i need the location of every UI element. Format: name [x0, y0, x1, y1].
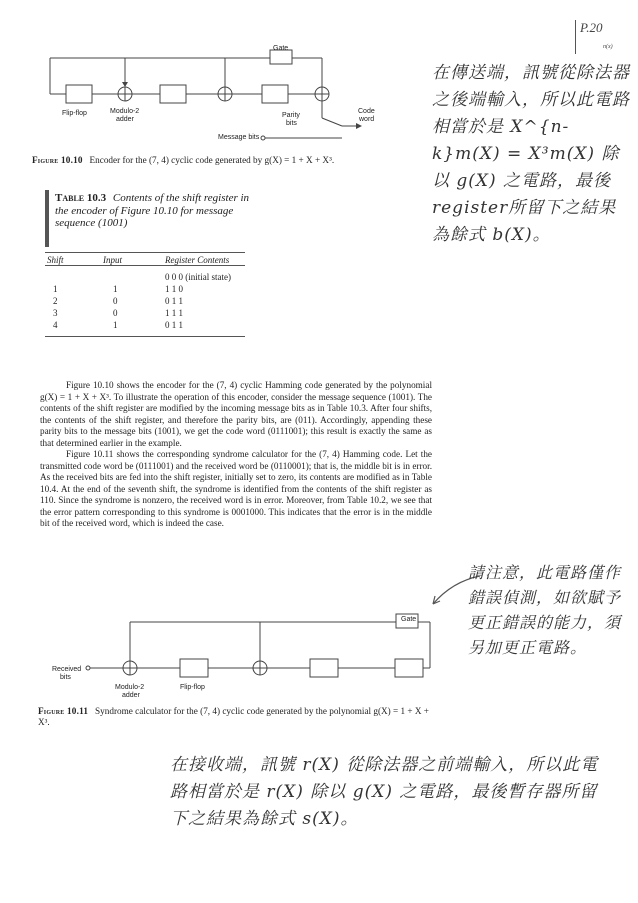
- handwritten-note-receiver: 在接收端，訊號 r(X) 從除法器之前端輸入，所以此電路相當於是 r(X) 除以 g(X) 之電路，最後暫存器所留下之結果為餘式 s(X)。: [170, 755, 599, 829]
- table-title-text: Contents of the shift register in the encoder of Figure 10.10 for message sequence (1001): [55, 192, 250, 229]
- paragraph-1: Figure 10.10 shows the encoder for the (7, 4) cyclic Hamming code generated by the polynomial g(X) = 1 + X + X³. To illustrate the operation of this encoder, consider the message sequence (1001). The contents of the shift register are modified by the incoming message bits as in Table 10.3. After four shifts, the contents of the shift register, and therefore the parity bits, are (011). Accordingly, appending these parity bits to the message bits (1001), we get the code word (0111001); this result is exactly the same as that determined earlier in the example.: [40, 380, 432, 448]
- table-row: [45, 283, 245, 295]
- table-header-row: [45, 252, 245, 266]
- cell-shift: 2: [53, 296, 58, 306]
- header-input: Input: [103, 255, 122, 265]
- cell-shift: 3: [53, 308, 58, 318]
- cell-contents: 1 1 0: [165, 284, 183, 294]
- page-mark: [575, 18, 625, 58]
- body-text: [40, 380, 432, 530]
- output-switch: [322, 118, 342, 126]
- parity-bits-label-line2: bits: [286, 120, 297, 127]
- cell-contents: 0 1 1: [165, 296, 183, 306]
- cell-contents: 0 1 1: [165, 320, 183, 330]
- modulo-2-label-line2: adder: [122, 692, 140, 699]
- table-label: Table 10.3: [55, 192, 107, 204]
- table-row: [45, 307, 245, 319]
- flip-flop-2: [310, 659, 338, 677]
- cell-contents: 0 0 0 (initial state): [165, 272, 231, 282]
- parity-bits-label-line1: Parity: [282, 112, 300, 119]
- figure-10-10-caption: [32, 155, 432, 166]
- flip-flop-3: [262, 85, 288, 103]
- received-bits-label-line1: Received: [52, 666, 82, 673]
- handwritten-note-detection: 請注意，此電路僅作錯誤偵測，如欲賦予更正錯誤的能力，須另加更正電路。: [468, 563, 622, 657]
- caption-label: Figure 10.11: [38, 706, 89, 716]
- cell-contents: 1 1 1: [165, 308, 183, 318]
- code-word-label-line2: word: [359, 116, 375, 123]
- table-bottom-rule: [45, 331, 245, 337]
- cell-input: 0: [113, 308, 118, 318]
- table-grid: [45, 252, 245, 337]
- caption-text: Syndrome calculator for the (7, 4) cyclic code generated by the polynomial g(X) = 1 + X + X³.: [38, 706, 429, 727]
- figure-10-11: [30, 600, 440, 710]
- figure-10-11-caption: [38, 706, 438, 728]
- table-row: [45, 319, 245, 331]
- table-row: [45, 271, 245, 283]
- modulo-2-label-line1: Modulo-2: [115, 684, 145, 691]
- caption-label: Figure 10.10: [32, 155, 83, 165]
- header-shift: Shift: [47, 255, 64, 265]
- flip-flop-label: Flip-flop: [62, 110, 87, 117]
- paragraph-2: Figure 10.11 shows the corresponding syndrome calculator for the (7, 4) Hamming code. Let the transmitted code word be (0111001) and the received word be (0110001); that is, the middle bit is in error. As the received bits are fed into the shift register, initially set to zero, its contents are modified as in Table 10.4. At the end of the seventh shift, the syndrome is identified from the contents of the shift register as 110. Since the syndrome is nonzero, the received word is in error. Moreover, from Table 10.2, we see that the error pattern corresponding to this syndrome is 0001000. This indicates that the error is in the middle bit of the received word, which is indeed the case.: [40, 449, 432, 528]
- received-bits-label-line2: bits: [60, 674, 71, 681]
- flip-flop-1: [180, 659, 208, 677]
- code-word-label-line1: Code: [358, 108, 375, 115]
- flip-flop-2: [160, 85, 186, 103]
- table-row: [45, 295, 245, 307]
- figure-10-10: [30, 30, 430, 152]
- cell-input: 0: [113, 296, 118, 306]
- modulo-2-label-line1: Modulo-2: [110, 108, 140, 115]
- gate-box: [270, 50, 292, 64]
- page-number: P.20: [580, 20, 603, 35]
- message-bits-label: Message bits: [218, 134, 260, 141]
- cell-input: 1: [113, 320, 118, 330]
- caption-text: Encoder for the (7, 4) cyclic code generated by g(X) = 1 + X + X³.: [89, 155, 335, 165]
- gate-label: Gate: [273, 45, 289, 52]
- table-title: [55, 192, 250, 230]
- handwritten-note-encoder: 在傳送端，訊號從除法器之後端輸入，所以此電路相當於是 X^{n-k}m(X) = X³m(X) 除以 g(X) 之電路，最後register所留下之結果為餘式 b(X)。: [432, 63, 630, 245]
- cell-shift: 4: [53, 320, 58, 330]
- gate-label: Gate: [401, 616, 417, 623]
- flip-flop-label: Flip-flop: [180, 684, 205, 691]
- header-contents: Register Contents: [165, 255, 230, 265]
- cell-input: 1: [113, 284, 118, 294]
- flip-flop-1: [66, 85, 92, 103]
- table-title-bar: [45, 190, 49, 247]
- page-sub: n(x): [603, 44, 613, 50]
- flip-flop-3: [395, 659, 423, 677]
- cell-shift: 1: [53, 284, 58, 294]
- syndrome-circuit-diagram: [30, 600, 440, 710]
- modulo-2-label-line2: adder: [116, 116, 134, 123]
